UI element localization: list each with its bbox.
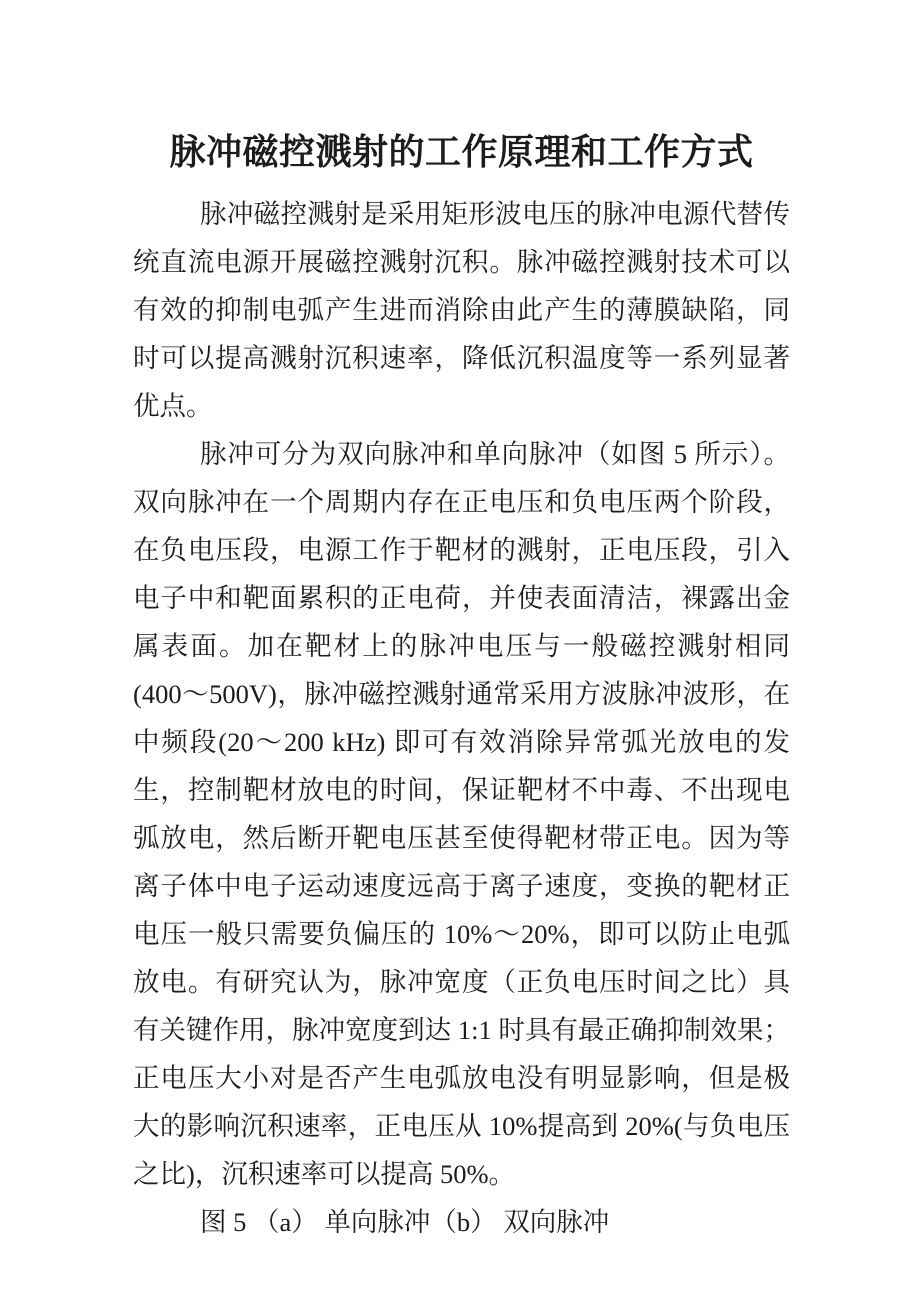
paragraph-intro: 脉冲磁控溅射是采用矩形波电压的脉冲电源代替传统直流电源开展磁控溅射沉积。脉冲磁控溅射技术可以有效的抑制电弧产生进而消除由此产生的薄膜缺陷，同时可以提高溅射沉积速率，降低沉积温度等一系列显著优点。 [133,199,790,421]
paragraph-pulse-types: 脉冲可分为双向脉冲和单向脉冲（如图 5 所示）。双向脉冲在一个周期内存在正电压和负电压两个阶段，在负电压段，电源工作于靶材的溅射，正电压段，引入电子中和靶面累积的正电荷，并使表面清洁，裸露出金属表面。加在靶材上的脉冲电压与一般磁控溅射相同(400～500V)，脉冲磁控溅射通常采用方波脉冲波形，在中频段(20～200 kHz) 即可有效消除异常弧光放电的发生，控制靶材放电的时间，保证靶材不中毒、不出现电弧放电，然后断开靶电压甚至使得靶材带正电。因为等离子体中电子运动速度远高于离子速度，变换的靶材正电压一般只需要负偏压的 10%～20%，即可以防止电弧放电。有研究认为，脉冲宽度（正负电压时间之比）具有关键作用，脉冲宽度到达 1:1 时具有最正确抑制效果；正电压大小对是否产生电弧放电没有明显影响，但是极大的影响沉积速率，正电压从 10%提高到 20%(与负电压之比)，沉积速率可以提高 50%。 [133,439,790,1189]
figure-caption: 图 5 （a） 单向脉冲（b） 双向脉冲 [200,1207,610,1237]
document-title: 脉冲磁控溅射的工作原理和工作方式 [169,132,754,172]
